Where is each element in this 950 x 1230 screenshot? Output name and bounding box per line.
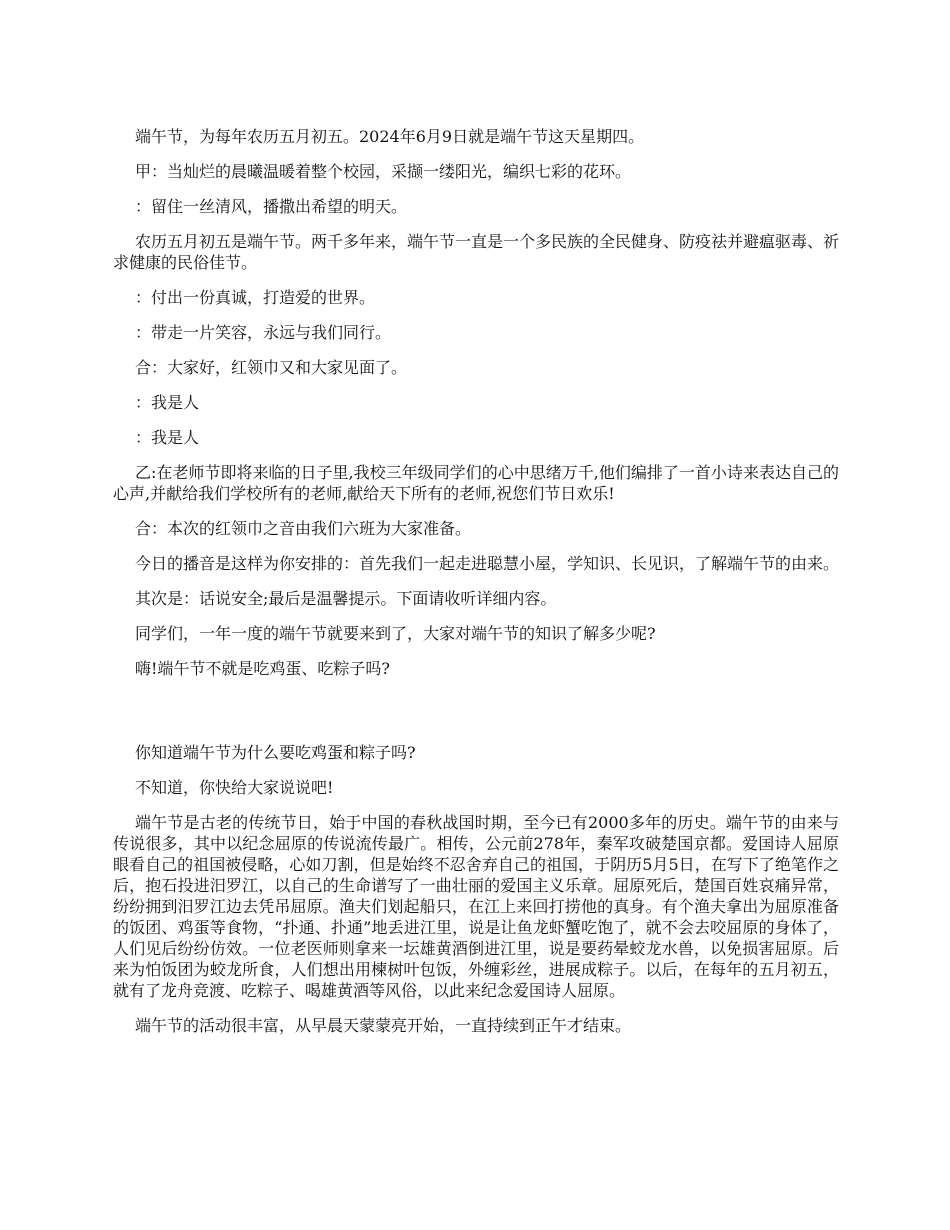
paragraph-program-schedule: 今日的播音是这样为你安排的：首先我们一起走进聪慧小屋，学知识、长见识，了解端午节的由来。 (135, 554, 840, 573)
paragraph-breeze-line: ：留住一丝清风，播撒出希望的明天。 (135, 197, 408, 216)
paragraph-smile-line: ：带走一片笑容，永远与我们同行。 (135, 323, 392, 342)
paragraph-date-intro: 端午节，为每年农历五月初五。2024年6月9日就是端午节这天星期四。 (135, 127, 645, 146)
paragraph-safety-tips: 其次是：话说安全;最后是温馨提示。下面请收听详细内容。 (135, 589, 557, 608)
paragraph-qu-yuan-legend: 端午节是古老的传统节日，始于中国的春秋战国时期，至今已有2000多年的历史。端午节的由来与传说很多，其中以纪念屈原的传说流传最广。相传，公元前278年，秦军攻破楚国京都。爱国诗人屈原眼看自己的祖国被侵略，心如刀割，但是始终不忍舍弃自己的祖国，于阴历5月5日，在写下了绝笔作之后，抱石投进汨罗江，以自己的生命谱写了一曲壮丽的爱国主义乐章。屈原死后，楚国百姓哀痛异常，纷纷拥到汨罗江边去凭吊屈原。渔夫们划起船只，在江上来回打捞他的真身。有个渔夫拿出为屈原准备的饭团、鸡蛋等食物，“扑通、扑通”地丢进江里，说是让鱼龙虾蟹吃饱了，就不会去咬屈原的身体了，人们见后纷纷仿效。一位老医师则拿来一坛雄黄酒倒进江里，说是要药晕蛟龙水兽，以免损害屈原。后来为怕饭团为蛟龙所食，人们想出用楝树叶包饭，外缠彩丝，进展成粽子。以后，在每年的五月初五，就有了龙舟竞渡、吃粽子、喝雄黄酒等风俗，以此来纪念爱国诗人屈原。 (113, 813, 839, 1000)
document-page (113, 126, 839, 1050)
paragraph-dont-know: 不知道，你快给大家说说吧! (135, 778, 334, 797)
section-gap (113, 693, 839, 742)
paragraph-festival-history: 农历五月初五是端午节。两千多年来，端午节一直是一个多民族的全民健身、防疫祛并避瘟驱毒、祈求健康的民俗佳节。 (113, 232, 840, 272)
paragraph-class-prepared: 合：本次的红领巾之音由我们六班为大家准备。 (135, 519, 472, 538)
paragraph-yi-teachers-day: 乙:在老师节即将来临的日子里,我校三年级同学们的心中思绪万千,他们编排了一首小诗来表达自己的心声,并献给我们学校所有的老师,献给天下所有的老师,祝您们节日欢乐! (113, 463, 839, 503)
paragraph-eggs-zongzi: 嗨!端午节不就是吃鸡蛋、吃粽子吗? (135, 659, 391, 678)
paragraph-why-eggs: 你知道端午节为什么要吃鸡蛋和粽子吗? (135, 743, 416, 762)
paragraph-sincerity-line: ：付出一份真诚，打造爱的世界。 (135, 288, 376, 307)
paragraph-host-intro-2: ：我是人 (135, 428, 200, 447)
paragraph-greeting: 合：大家好，红领巾又和大家见面了。 (135, 358, 408, 377)
paragraph-host-intro-1: ：我是人 (135, 393, 200, 412)
paragraph-jia-opening: 甲：当灿烂的晨曦温暖着整个校园，采撷一缕阳光，编织七彩的花环。 (135, 162, 632, 181)
paragraph-question: 同学们，一年一度的端午节就要来到了，大家对端午节的知识了解多少呢? (135, 624, 656, 643)
paragraph-activities: 端午节的活动很丰富，从早晨天蒙蒙亮开始，一直持续到正午才结束。 (135, 1016, 632, 1035)
